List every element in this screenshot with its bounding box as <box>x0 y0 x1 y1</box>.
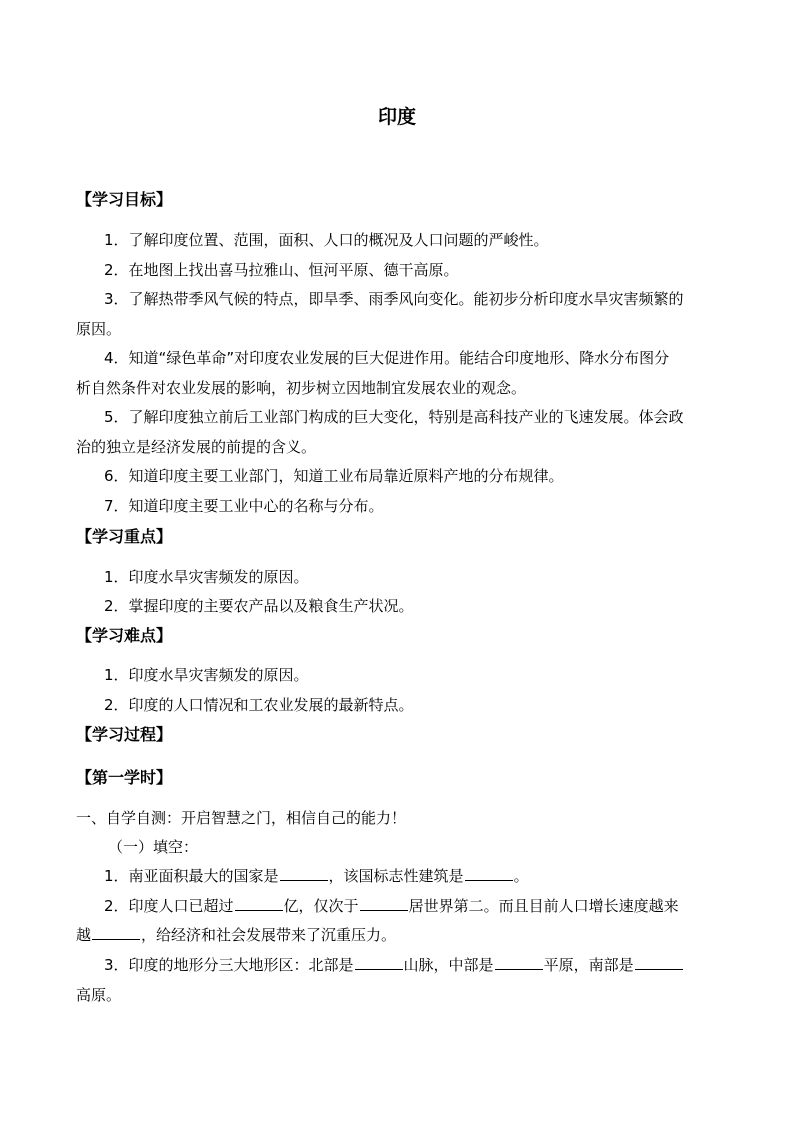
fill-in-label: （一）填空： <box>108 838 199 856</box>
goal-line: 析自然条件对农业发展的影响，初步树立因地制宜发展农业的观念。 <box>76 379 527 397</box>
question-2 <box>104 895 754 917</box>
heading-lesson-1: 【第一学时】 <box>76 768 173 787</box>
answer-blank[interactable] <box>92 925 140 940</box>
key-point-line: 1．印度水旱灾害频发的原因。 <box>104 568 309 586</box>
question-3-continued <box>76 984 726 1006</box>
difficult-point-line: 2．印度的人口情况和工农业发展的最新特点。 <box>104 696 414 714</box>
goal-line: 3．了解热带季风气候的特点，即旱季、雨季风向变化。能初步分析印度水旱灾害频繁的 <box>104 290 684 308</box>
answer-blank[interactable] <box>495 955 543 970</box>
answer-blank[interactable] <box>280 866 328 881</box>
goal-line: 治的独立是经济发展的前提的含义。 <box>76 438 317 456</box>
difficult-point-line: 1．印度水旱灾害频发的原因。 <box>104 666 309 684</box>
goal-line: 5．了解印度独立前后工业部门构成的巨大变化，特别是高科技产业的飞速发展。体会政 <box>104 408 684 426</box>
goal-line: 1．了解印度位置、范围，面积、人口的概况及人口问题的严峻性。 <box>104 231 549 249</box>
question-text: 山脉，中部是 <box>403 956 494 974</box>
goal-line: 4．知道“绿色革命”对印度农业发展的巨大促进作用。能结合印度地形、降水分布图分 <box>104 349 670 367</box>
question-text: 亿，仅次于 <box>283 897 359 915</box>
heading-goals: 【学习目标】 <box>76 190 173 209</box>
self-test-intro: 一、自学自测：开启智慧之门，相信自己的能力！ <box>76 809 407 827</box>
question-text: 居世界第二。而且目前人口增长速度越来 <box>408 897 679 915</box>
question-text: 高原。 <box>76 986 122 1004</box>
question-text: 越 <box>76 926 92 944</box>
question-text: ，给经济和社会发展带来了沉重压力。 <box>141 926 397 944</box>
answer-blank[interactable] <box>635 955 683 970</box>
answer-blank[interactable] <box>465 866 513 881</box>
question-2-continued <box>76 924 726 946</box>
heading-difficult-points: 【学习难点】 <box>76 626 173 645</box>
answer-blank[interactable] <box>355 955 403 970</box>
question-text: 平原，南部是 <box>543 956 634 974</box>
question-3 <box>104 954 754 976</box>
goal-line: 6．知道印度主要工业部门，知道工业布局靠近原料产地的分布规律。 <box>104 467 564 485</box>
answer-blank[interactable] <box>360 896 408 911</box>
answer-blank[interactable] <box>235 896 283 911</box>
heading-key-points: 【学习重点】 <box>76 527 173 546</box>
key-point-line: 2．掌握印度的主要农产品以及粮食生产状况。 <box>104 597 414 615</box>
question-text: 3．印度的地形分三大地形区：北部是 <box>104 956 354 974</box>
goal-line: 原因。 <box>76 320 122 338</box>
page-title: 印度 <box>377 106 416 128</box>
heading-process: 【学习过程】 <box>76 725 173 744</box>
question-text: 1．南亚面积最大的国家是 <box>104 867 279 885</box>
question-text: 。 <box>513 867 529 885</box>
question-text: ，该国标志性建筑是 <box>328 867 464 885</box>
goal-line: 7．知道印度主要工业中心的名称与分布。 <box>104 497 384 515</box>
question-1 <box>104 865 754 887</box>
question-text: 2．印度人口已超过 <box>104 897 234 915</box>
goal-line: 2．在地图上找出喜马拉雅山、恒河平原、德干高原。 <box>104 261 459 279</box>
